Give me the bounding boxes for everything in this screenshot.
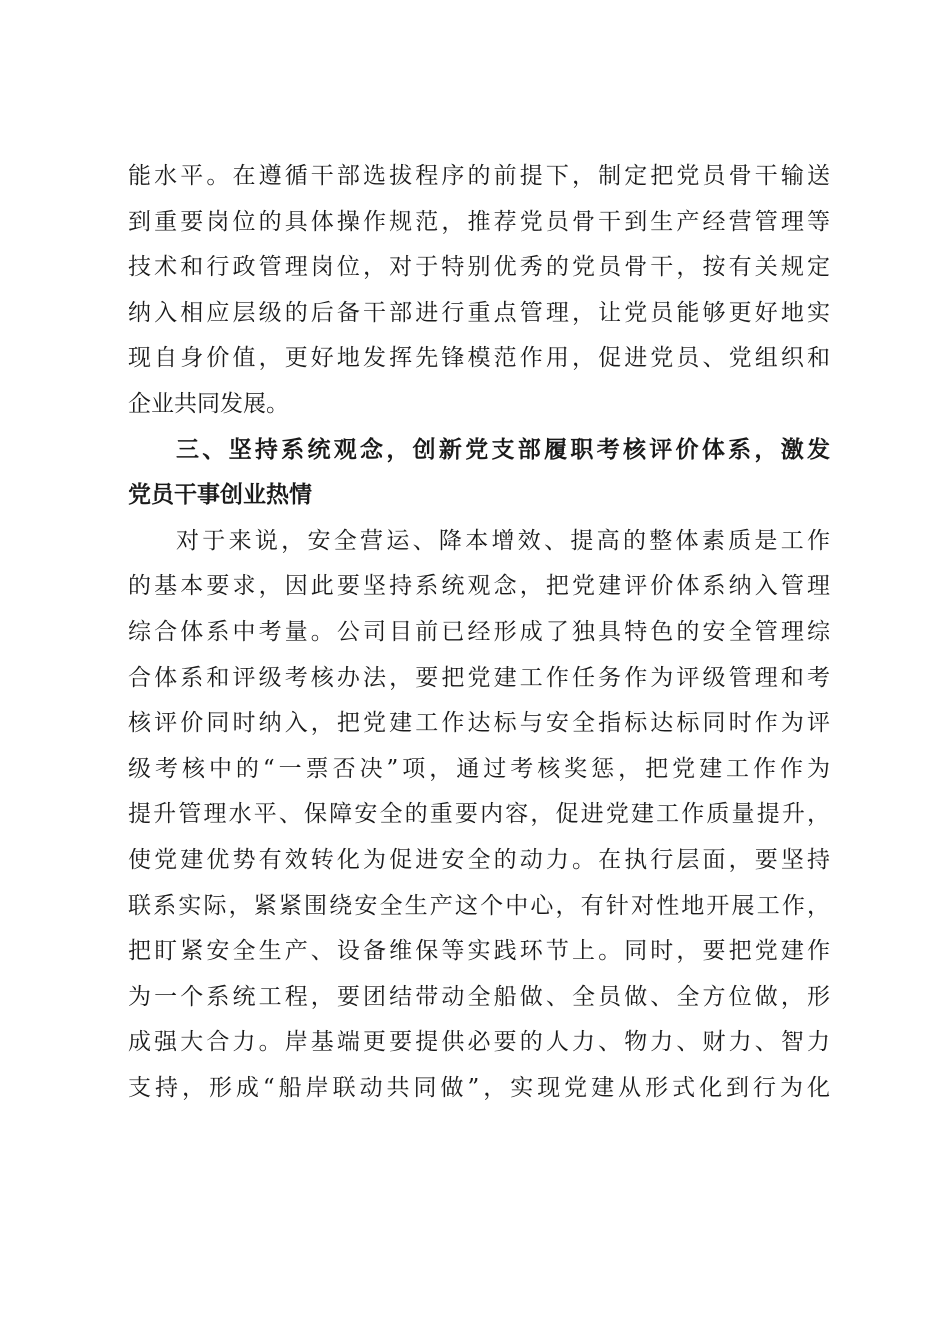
heading-line: 党员干事创业热情 bbox=[128, 482, 312, 509]
section-heading bbox=[128, 428, 830, 519]
text-line: 级考核中的“一票否决”项，通过考核奖惩，把党建工作作为 bbox=[128, 755, 830, 782]
text-line: 纳入相应层级的后备干部进行重点管理，让党员能够更好地实 bbox=[128, 299, 830, 326]
document-page bbox=[128, 154, 830, 1111]
text-line: 核评价同时纳入，把党建工作达标与安全指标达标同时作为评 bbox=[128, 710, 830, 737]
paragraph-continued bbox=[128, 154, 830, 428]
text-line: 综合体系中考量。公司目前已经形成了独具特色的安全管理综 bbox=[128, 618, 830, 645]
paragraph-body bbox=[128, 519, 830, 1112]
text-line: 的基本要求，因此要坚持系统观念，把党建评价体系纳入管理 bbox=[128, 573, 830, 600]
text-line: 技术和行政管理岗位，对于特别优秀的党员骨干，按有关规定 bbox=[128, 254, 830, 281]
heading-line: 三、坚持系统观念，创新党支部履职考核评价体系，激发 bbox=[176, 436, 830, 463]
text-line: 成强大合力。岸基端更要提供必要的人力、物力、财力、智力 bbox=[128, 1029, 830, 1056]
text-line: 联系实际，紧紧围绕安全生产这个中心，有针对性地开展工作， bbox=[128, 892, 830, 919]
text-line: 合体系和评级考核办法，要把党建工作任务作为评级管理和考 bbox=[128, 664, 830, 691]
text-line: 能水平。在遵循干部选拔程序的前提下，制定把党员骨干输送 bbox=[128, 163, 830, 189]
text-line: 把盯紧安全生产、设备维保等实践环节上。同时，要把党建作 bbox=[128, 938, 830, 965]
text-line: 对于来说，安全营运、降本增效、提高的整体素质是工作 bbox=[176, 527, 830, 554]
text-line: 使党建优势有效转化为促进安全的动力。在执行层面，要坚持 bbox=[128, 846, 830, 873]
text-line: 为一个系统工程，要团结带动全船做、全员做、全方位做，形 bbox=[128, 983, 830, 1010]
text-line: 现自身价值，更好地发挥先锋模范作用，促进党员、党组织和 bbox=[128, 345, 830, 372]
text-line: 到重要岗位的具体操作规范，推荐党员骨干到生产经营管理等 bbox=[128, 208, 830, 235]
text-line: 支持，形成“船岸联动共同做”，实现党建从形式化到行为化 bbox=[128, 1074, 830, 1101]
text-line: 企业共同发展。 bbox=[128, 390, 289, 417]
text-line: 提升管理水平、保障安全的重要内容，促进党建工作质量提升， bbox=[128, 801, 830, 828]
